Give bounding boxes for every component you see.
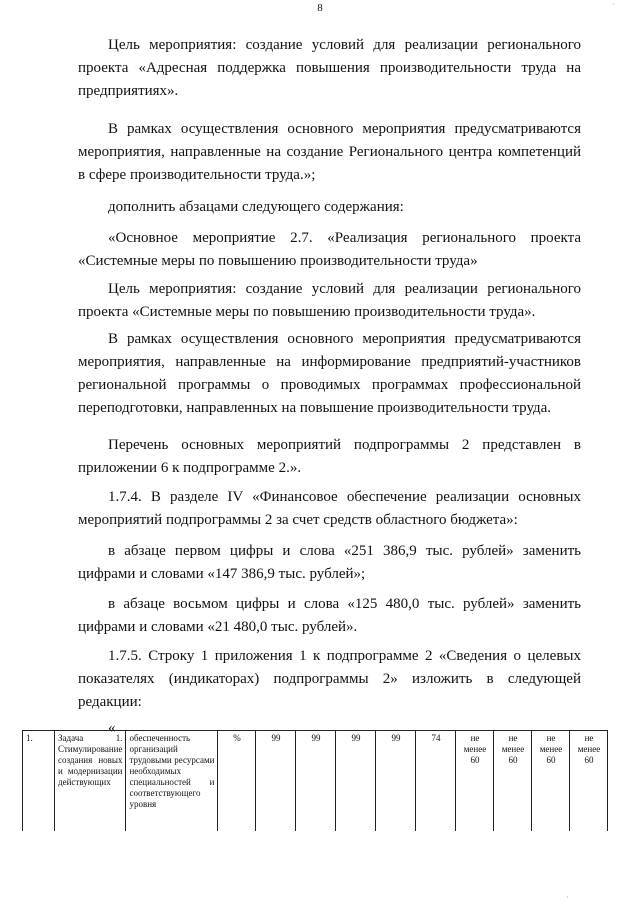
paragraph: Цель мероприятия: создание условий для реализации регионального проекта «Адресная поддержка повышения производительности труда на предприятиях». <box>78 37 581 99</box>
value-cell: 99 <box>376 731 416 832</box>
value-cell: 99 <box>296 731 336 832</box>
paragraph: 1.7.4. В разделе IV «Финансовое обеспечение реализации основных мероприятий подпрограммы 2 за счет средств областного бюджета»: <box>78 489 581 528</box>
unit-cell: % <box>218 731 256 832</box>
task-cell: Задача 1. Стимулирование создания новых и модернизации действующих <box>55 731 126 832</box>
value-cell: не менее 60 <box>456 731 494 832</box>
value-cell: не менее 60 <box>532 731 570 832</box>
value-cell: не менее 60 <box>494 731 532 832</box>
paragraph: «Основное мероприятие 2.7. «Реализация регионального проекта «Системные меры по повышению производительности труда» <box>78 230 581 269</box>
indicator-table <box>22 730 608 831</box>
paragraph: в абзаце восьмом цифры и слова «125 480,0 тыс. рублей» заменить цифрами и словами «21 480,0 тыс. рублей». <box>78 596 581 635</box>
value-cell: 99 <box>256 731 296 832</box>
corner-scan-mark: · <box>612 0 614 9</box>
value-cell: не менее 60 <box>570 731 608 832</box>
row-number-cell: 1. <box>23 731 55 832</box>
paragraph: Перечень основных мероприятий подпрограммы 2 представлен в приложении 6 к подпрограмме 2.». <box>78 437 581 476</box>
indicator-name-cell: обеспеченность организаций трудовыми ресурсами необходимых специальностей и соответствующего уровня <box>126 731 218 832</box>
paragraph: В рамках осуществления основного мероприятия предусматриваются мероприятия, направленные на информирование предприятий-участников региональной программы о проводимых программах профессиональной переподготовки, направленных на повышение производительности труда. <box>78 331 581 416</box>
table-row <box>23 731 608 832</box>
page-number: 8 <box>317 2 323 14</box>
paragraph: 1.7.5. Строку 1 приложения 1 к подпрограмме 2 «Сведения о целевых показателях (индикаторах) подпрограммы 2» изложить в следующей редакции: <box>78 648 581 710</box>
paragraph: дополнить абзацами следующего содержания: <box>108 199 404 215</box>
opening-quote: « <box>108 720 116 736</box>
value-cell: 99 <box>336 731 376 832</box>
paragraph: Цель мероприятия: создание условий для реализации регионального проекта «Системные меры по повышению производительности труда». <box>78 281 581 320</box>
paragraph: В рамках осуществления основного мероприятия предусматриваются мероприятия, направленные на создание Регионального центра компетенций в сфере производительности труда.»; <box>78 121 581 183</box>
paragraph: в абзаце первом цифры и слова «251 386,9 тыс. рублей» заменить цифрами и словами «147 386,9 тыс. рублей»; <box>78 543 581 582</box>
corner-scan-mark: · <box>566 893 568 902</box>
value-cell: 74 <box>416 731 456 832</box>
